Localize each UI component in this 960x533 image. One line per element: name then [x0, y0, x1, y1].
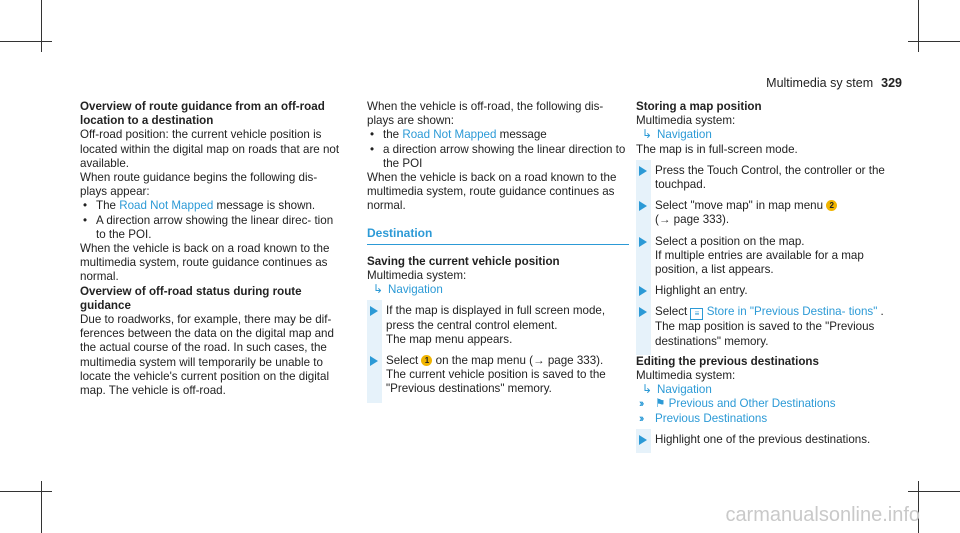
step-text: Select a position on the map. [655, 234, 805, 248]
navigation-link: Navigation [388, 283, 443, 297]
store-previous-destinations-label: Store in "Previous Destina- tions" [706, 305, 878, 319]
step-arrow-icon [639, 286, 647, 296]
heading: Saving the current vehicle position [367, 254, 560, 268]
crop-mark [41, 481, 42, 533]
road-not-mapped-label: Road Not Mapped [402, 128, 497, 142]
bullet-item [80, 199, 340, 213]
step-arrow-icon [370, 356, 378, 366]
nav-path [367, 283, 629, 297]
page-number: 329 [881, 76, 902, 90]
system-label: Multimedia system: [367, 269, 467, 283]
step-arrow-icon [639, 307, 647, 317]
step-arrow-icon [639, 201, 647, 211]
sub-path [636, 412, 904, 426]
crop-mark [908, 491, 960, 492]
column-1 [80, 100, 340, 398]
heading: Storing a map position [636, 100, 762, 113]
step-result: The map menu appears. [386, 332, 513, 346]
navigation-link: Navigation [657, 128, 712, 142]
crop-mark [908, 41, 960, 42]
page-header [766, 76, 902, 90]
crop-mark [41, 0, 42, 52]
double-chevron-icon: ›› [639, 412, 643, 425]
step-result: The current vehicle position is saved to the "Previous destinations" memory. [386, 368, 606, 396]
road-not-mapped-label: Road Not Mapped [119, 199, 214, 213]
callout-number: 2 [826, 200, 837, 211]
nav-path [636, 383, 904, 397]
step-result: The map position is saved to the "Previous destinations" memory. [655, 320, 875, 348]
system-label: Multimedia system: [636, 369, 736, 383]
step-text: Select "move map" in map menu 2 [655, 199, 904, 213]
step [636, 235, 904, 278]
section-heading-destination: Destination [367, 214, 629, 245]
step-arrow-icon [639, 435, 647, 445]
step-arrow-icon [370, 306, 378, 316]
store-list-icon: ≡ [690, 308, 703, 320]
paragraph: When the vehicle is back on a road known to the multimedia system, route guidance continues as normal. [80, 242, 330, 284]
step [636, 164, 904, 192]
previous-destinations-label: Previous Destinations [655, 411, 768, 425]
step [636, 305, 904, 348]
step-arrow-icon [639, 237, 647, 247]
step-text: Select 1 on the map menu (→ page 333). [386, 354, 604, 368]
return-arrow-icon: ↳ [642, 127, 653, 142]
return-arrow-icon: ↳ [642, 382, 653, 397]
nav-path [636, 128, 904, 142]
text: the [383, 128, 403, 142]
bullet-item: • a direction arrow showing the linear direction to the POI [367, 143, 629, 171]
step-text: Press the Touch Control, the controller or the touchpad. [655, 163, 885, 192]
flag-icon: ⚑ [655, 397, 669, 411]
paragraph: When the vehicle is back on a road known to the multimedia system, route guidance continues as normal. [367, 171, 617, 213]
paragraph: The map is in full-screen mode. [636, 142, 798, 156]
step [636, 284, 904, 298]
page-ref: (→ page 333). [655, 213, 730, 227]
step-text: Highlight one of the previous destinations. [655, 432, 871, 446]
crop-mark [0, 491, 52, 492]
step-text: Select ≡ Store in "Previous Destina- tions" . [655, 305, 884, 319]
previous-and-other-destinations-label: Previous and Other Destinations [668, 397, 836, 411]
step-result: If multiple entries are available for a map position, a list appears. [655, 248, 864, 277]
text: The [96, 199, 120, 213]
paragraph: Off-road position: the current vehicle position is located within the digital map on roads that are not available. [80, 128, 340, 170]
watermark: carmanualsonline.info [725, 504, 920, 526]
section-title: Multimedia sy stem [766, 76, 874, 90]
heading: Overview of off-road status during route guidance [80, 284, 302, 312]
step-text: Highlight an entry. [655, 284, 748, 298]
sub-path [636, 397, 904, 411]
paragraph: When the vehicle is off-road, the following dis- plays are shown: [367, 100, 604, 128]
step [367, 354, 629, 397]
step-arrow-icon [639, 166, 647, 176]
crop-mark [0, 41, 52, 42]
step [636, 199, 904, 227]
column-2 [367, 100, 629, 403]
return-arrow-icon: ↳ [373, 282, 384, 297]
bullet-item: • A direction arrow showing the linear direc- tion to the POI. [80, 214, 340, 242]
step-text: If the map is displayed in full screen mode, press the central control element. [386, 304, 606, 332]
callout-number: 1 [421, 355, 432, 366]
navigation-link: Navigation [657, 383, 712, 397]
crop-mark [918, 0, 919, 52]
paragraph: Due to roadworks, for example, there may be dif- ferences between the data on the digital map and the actual course of the road. In such cases, the multimedia system will temporarily be unable to locate the vehicle's current position on the digital map. The vehicle is off-road. [80, 313, 334, 398]
text: message is shown. [213, 199, 316, 213]
bullet-item [367, 128, 629, 142]
column-3 [636, 100, 904, 453]
step [636, 433, 904, 447]
step [367, 304, 629, 347]
heading: Overview of route guidance from an off-road location to a destination [80, 100, 325, 128]
text: message [496, 128, 547, 142]
paragraph: When route guidance begins the following dis- plays appear: [80, 171, 318, 199]
heading: Editing the previous destinations [636, 354, 819, 368]
system-label: Multimedia system: [636, 114, 736, 128]
double-chevron-icon: ›› [639, 398, 643, 411]
